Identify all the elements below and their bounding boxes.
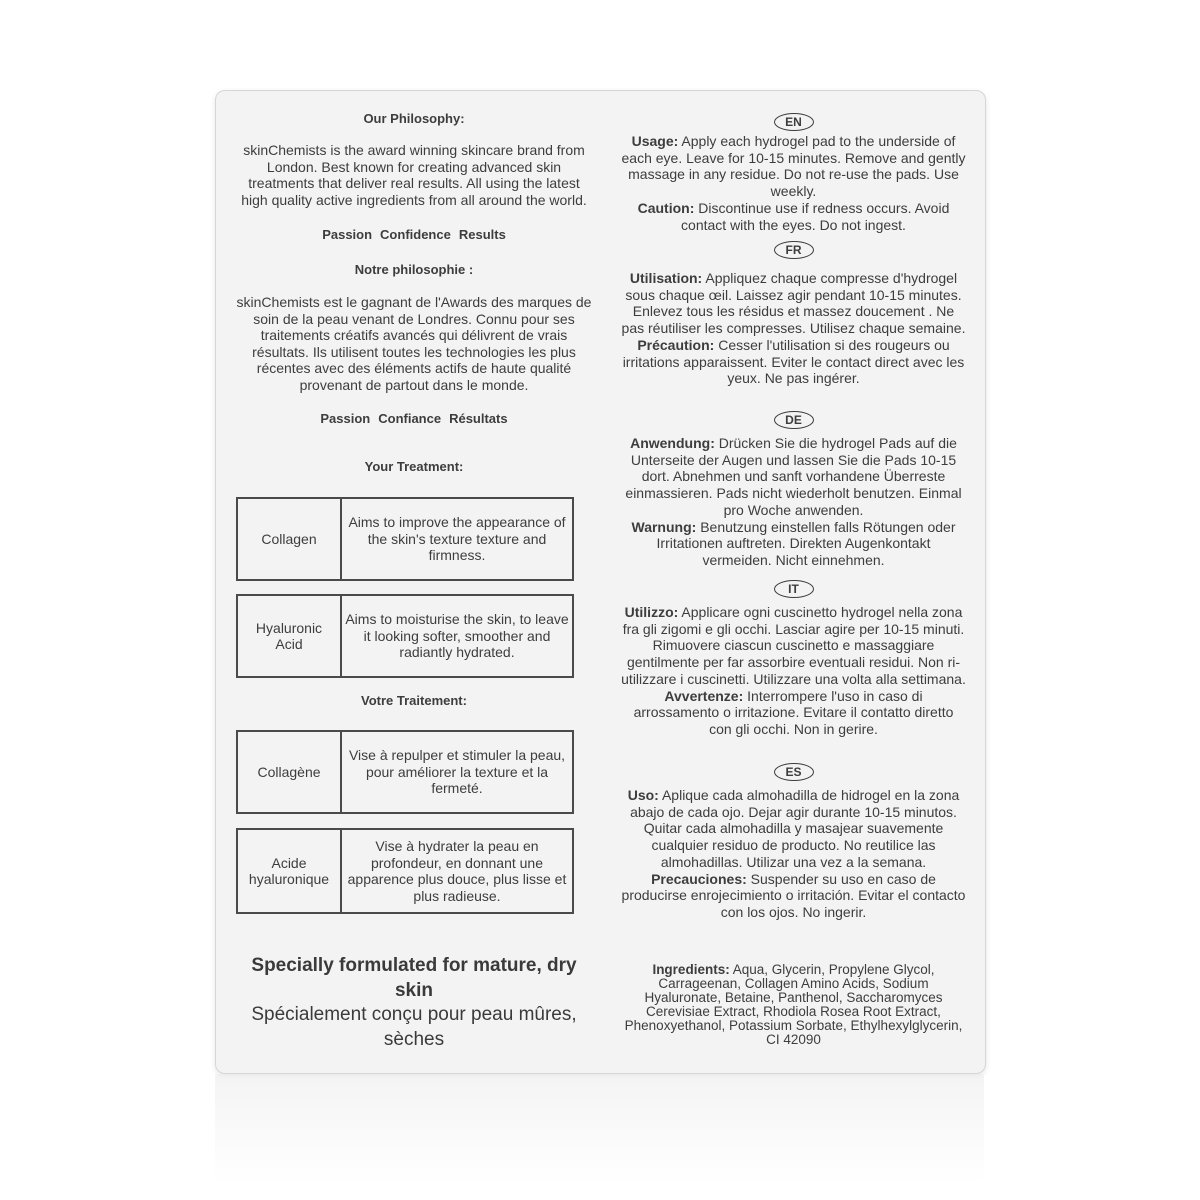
ingredient-description: Aims to moisturise the skin, to leave it looking softer, smoother and radiantly hydrated.	[345, 611, 569, 661]
ingredient-name: Collagen	[238, 499, 342, 579]
language-badge-en: EN	[774, 113, 814, 131]
caution-label: Avvertenze:	[664, 687, 744, 704]
usage-label: Uso:	[627, 787, 659, 803]
usage-text: Drücken Sie die hydrogel Pads auf die Unterseite der Augen und lassen Sie die Pads 10-15 dort. Abnehmen und sanft vorhandene Überreste einmassieren. Pads nicht wiederholt benutzen. Einmal pro Woche anwenden.	[625, 435, 962, 518]
ingredient-name: Hyaluronic Acid	[238, 596, 342, 676]
product-leaflet	[215, 90, 986, 1074]
language-badge-it: IT	[774, 580, 814, 598]
philosophy-en-title: Our Philosophy:	[363, 111, 465, 126]
caution-text: Suspender su uso en caso de producirse enrojecimiento o irritación. Evitar el contacto con los ojos. No ingerir.	[621, 870, 966, 920]
usage-text: Aplique cada almohadilla de hidrogel en la zona abajo de cada ojo. Dejar agir durante 10-15 minutos. Quitar cada almohadilla y masajear suavemente cualquier residuo de producto. No reutilice las almohadillas. Utilizar una vez a la semana.	[630, 787, 960, 870]
card-reflection	[215, 1074, 984, 1184]
special-formula-en: Specially formulated for mature, dry skin	[251, 955, 577, 1001]
tagline-word: Passion	[322, 227, 373, 242]
caution-label: Précaution:	[637, 336, 715, 353]
ingredient-description: Vise à hydrater la peau en profondeur, en donnant une apparence plus douce, plus lisse et plus radieuse.	[347, 838, 567, 904]
philosophy-en-body: skinChemists is the award winning skincare brand from London. Best known for creating advanced skin treatments that deliver real results. All using the latest high quality active ingredients from all around the world.	[241, 142, 587, 208]
philosophy-fr-title: Notre philosophie :	[354, 262, 474, 277]
treatment-table-row	[236, 497, 574, 581]
ingredients-block	[621, 963, 966, 1047]
caution-text: Discontinue use if redness occurs. Avoid contact with the eyes. Do not ingest.	[681, 199, 950, 233]
usage-label: Utilisation:	[629, 270, 703, 286]
philosophy-fr-tagline	[236, 411, 592, 428]
caution-label: Warnung:	[631, 518, 697, 535]
philosophy-fr-body: skinChemists est le gagnant de l'Awards des marques de soin de la peau venant de Londres. Connu pour ses traitements créatifs avancés qui délivrent de vrais résultats. Ils utilisent toutes les technologies les plus récentes avec des éléments actifs de haute qualité provenant de partout dans le monde.	[236, 294, 592, 393]
special-formula-fr: Spécialement conçu pour peau mûres, sèches	[251, 1004, 577, 1050]
tagline-word: Confiance	[378, 411, 442, 426]
instructions-fr	[621, 241, 966, 387]
language-badge-de: DE	[774, 411, 814, 429]
ingredients-label: Ingredients:	[652, 962, 730, 977]
tagline-word: Results	[458, 227, 506, 242]
ingredient-name: Collagène	[238, 732, 342, 812]
caution-label: Precauciones:	[651, 870, 747, 887]
ingredient-name: Acide hyaluronique	[238, 830, 342, 912]
treatment-table-row	[236, 730, 574, 814]
ingredients-text: Aqua, Glycerin, Propylene Glycol, Carrageenan, Collagen Amino Acids, Sodium Hyaluronate, Betaine, Panthenol, Saccharomyces Cerevisiae Extract, Rhodiola Rosea Root Extract, Phenoxyethanol, Potassium Sorbate, Ethylhexylglycerin, CI 42090	[624, 962, 963, 1047]
treatment-en-title: Your Treatment:	[364, 459, 464, 474]
usage-label: Utilizzo:	[624, 604, 679, 620]
instructions-en	[621, 113, 966, 233]
tagline-word: Résultats	[449, 411, 508, 426]
usage-label: Anwendung:	[630, 435, 715, 451]
usage-text: Apply each hydrogel pad to the underside of each eye. Leave for 10-15 minutes. Remove and gently massage in any residue. Do not re-use the pads. Use weekly.	[621, 133, 966, 200]
language-badge-fr: FR	[774, 241, 814, 259]
usage-text: Appliquez chaque compresse d'hydrogel sous chaque œil. Laissez agir pendant 10-15 minutes. Enlevez tous les résidus et massez doucement . Ne pas réutiliser les compresses. Utilisez chaque semaine.	[621, 270, 966, 337]
language-badge-es: ES	[774, 763, 814, 781]
caution-label: Caution:	[637, 199, 695, 216]
caution-text: Interrompere l'uso in caso di arrossamento o irritazione. Evitare il contatto diretto con gli occhi. Non in gerire.	[633, 687, 954, 737]
ingredient-description: Aims to improve the appearance of the skin's texture texture and firmness.	[348, 514, 566, 564]
instructions-de	[621, 411, 966, 569]
instructions-it	[621, 580, 966, 738]
usage-label: Usage:	[631, 133, 679, 149]
treatment-table-row	[236, 828, 574, 914]
instructions-es	[621, 763, 966, 921]
tagline-word: Passion	[320, 411, 371, 426]
caution-text: Benutzung einstellen falls Rötungen oder Irritationen auftreten. Direkten Augenkontakt vermeiden. Nicht einnehmen.	[656, 518, 956, 568]
ingredient-description: Vise à repulper et stimuler la peau, pour améliorer la texture et la fermeté.	[348, 747, 566, 797]
usage-text: Applicare ogni cuscinetto hydrogel nella zona fra gli zigomi e gli occhi. Lasciar agire per 10-15 minuti. Rimuovere ciascun cuscinetto e massaggiare gentilmente per far assorbire eventuali residui. Non ri-utilizzare i cuscinetti. Utilizzare una volta alla settimana.	[621, 604, 966, 687]
treatment-fr-title: Votre Traitement:	[361, 693, 467, 708]
tagline-word: Confidence	[380, 227, 451, 242]
philosophy-en-tagline	[236, 227, 592, 244]
caution-text: Cesser l'utilisation si des rougeurs ou irritations apparaissent. Eviter le contact direct avec les yeux. Ne pas ingérer.	[622, 336, 965, 387]
treatment-table-row	[236, 594, 574, 678]
